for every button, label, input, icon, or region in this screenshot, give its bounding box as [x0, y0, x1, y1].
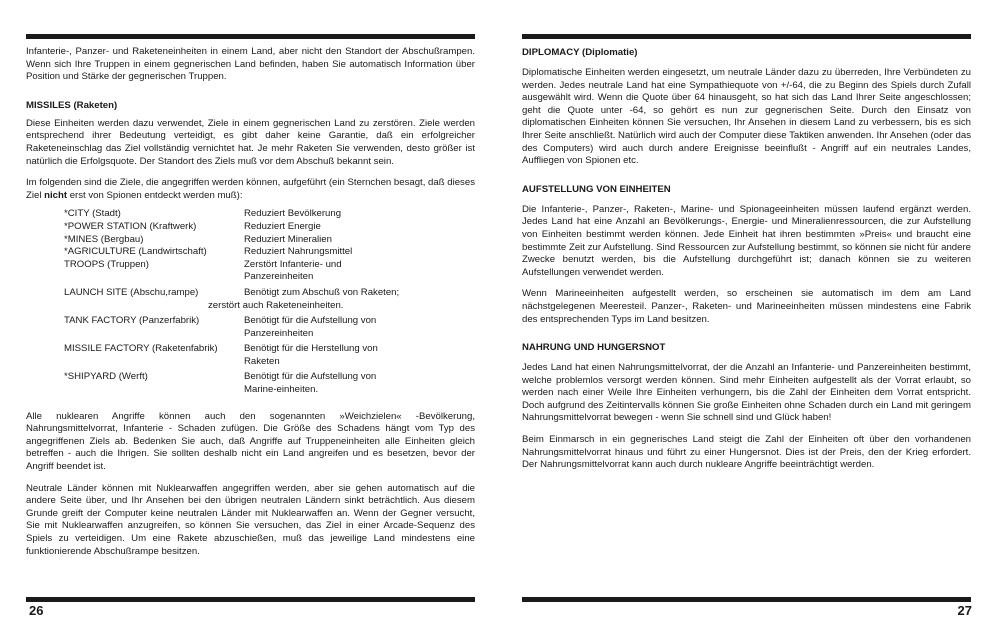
aufstellung-heading: AUFSTELLUNG VON EINHEITEN [522, 183, 671, 195]
missiles-paragraph-2-text-a: Im folgenden sind die Ziele, die angegriffen werden können, aufgeführt (ein Sternchen besagt, daß dieses Ziel [26, 177, 475, 201]
target-row-troops [64, 259, 475, 284]
target-row-shipyard [64, 371, 475, 396]
target-effect: Reduziert Bevölkerung [244, 208, 342, 220]
target-effect-line-1: Benötigt zum Abschuß von Raketen; [244, 286, 400, 298]
target-effect-line-2: Panzereinheiten [244, 327, 314, 339]
target-row-launch-site [64, 287, 475, 312]
missiles-paragraph-4: Neutrale Länder können mit Nuklearwaffen angegriffen werden, aber sie gehen automatisch auf die andere Seite über, und Ihr Ansehen bei den übrigen neutralen Ländern sinkt beträchtlich. Aus diesem Grunde greift der Computer keine neutralen Länder mit Nuklearwaffen an. Wenn der Gegner versucht, Sie mit Nuklearwaffen anzugreifen, so können Sie versuchen, das Ziel in einer Arcade-Sequenz des Spiels zu verteidigen. Um eine Rakete abzuschießen, muß das jeweilige Land mindestens eine funktionierende Abschußrampe besitzen. [26, 482, 475, 557]
target-effect [244, 343, 475, 368]
target-name: LAUNCH SITE (Abschu,rampe) [64, 286, 199, 298]
left-page [26, 0, 476, 631]
target-row-agriculture [64, 246, 475, 259]
diplomacy-paragraph: Diplomatische Einheiten werden eingesetzt, um neutrale Länder dazu zu überreden, Ihre Verbündeten zu werden. Jedes neutrale Land hat eine Sympathiequote von +/-64, die zu Beginn des Spiels durch Zufall ausgewählt wird. Wenn die Quote über 64 hinausgeht, so hat sich das Land Ihrer Seite angeschlossen; geht die Quote unter -64, so gehört es nun zur gegnerischen Seite. Durch den Einsatz von diplomatischen Einheiten können Sie versuchen, Ihr Ansehen in diesem Land zu verbessern, bis es sich Ihrer Seite anschließt. Natürlich wird auch der Computer diese Taktiken anwenden. Ihr Ansehen (oder das des Computers) wird auch durch andere Ereignisse beeinflußt - Angriff auf ein neutrales Landes, Auffliegen von Spionen etc. [522, 67, 971, 167]
target-effect [244, 315, 475, 340]
top-rule [26, 34, 475, 39]
target-row-city [64, 208, 475, 221]
nahrung-heading: NAHRUNG UND HUNGERSNOT [522, 342, 666, 354]
left-page-content [26, 46, 475, 567]
top-rule [522, 34, 971, 39]
diplomacy-heading: DIPLOMACY (Diplomatie) [522, 47, 638, 58]
target-name: *SHIPYARD (Werft) [64, 371, 148, 383]
target-name: *CITY (Stadt) [64, 208, 121, 220]
right-page [522, 0, 972, 631]
aufstellung-paragraph-1: Die Infanterie-, Panzer-, Raketen-, Marine- und Spionageeinheiten müssen laufend ergänzt werden. Jedes Land hat eine Anzahl an Bevölkerungs-, Energie- und Mineralienressourcen, die zur Aufstellung von Einheiten bestimmt werden können. Jede Einheit hat ihren bestimmten »Preis« und braucht eine bestimmte Zeit zur Aufstellung. Sind Ressourcen zur Aufstellung bestimmt, so können sie nicht für andere Zwecke benutzt werden, bis die Aufstellung durchgeführt ist; danach können sie zu weiteren Aufstellungen verwendet werden. [522, 203, 971, 278]
target-effect [244, 259, 475, 284]
target-effect-line-1: Zerstört Infanterie- und [244, 258, 342, 270]
target-effect: Reduziert Energie [244, 220, 321, 232]
target-effect [208, 286, 475, 312]
target-effect-line-2: Raketen [244, 355, 280, 367]
emphasis-nicht: nicht [44, 189, 68, 201]
target-name: *MINES (Bergbau) [64, 233, 144, 245]
target-row-mines [64, 234, 475, 247]
target-effect: Reduziert Mineralien [244, 233, 332, 245]
target-row-tank-factory [64, 315, 475, 340]
missiles-paragraph-3: Alle nuklearen Angriffe können auch den sogenannten »Weichzielen« -Bevölkerung, Nahrungsmittelvorrat, Infanterie - Schaden zufügen. Die Größe des Schadens hängt vom Typ des angegriffenen Ziels ab. Bedenken Sie auch, daß Angriffe auf Truppeneinheiten alle Einheiten gleich betreffen - auch die Ihrigen. Sie sollten deshalb nicht ein Land angreifen und es besetzen, bevor der Angriff beendet ist. [26, 410, 475, 473]
target-effect-line-2: zerstört auch Raketeneinheiten. [208, 299, 344, 311]
nahrung-paragraph-2: Beim Einmarsch in ein gegnerisches Land steigt die Zahl der Einheiten oft über den vorhandenen Nahrungsmittelvorrat hinaus und führt zu einer Hungersnot. Dies ist der Preis, den der Krieg erfordert. Der Nahrungsmittelvorrat kann auch durch nukleare Angriffe beeinträchtigt werden. [522, 434, 971, 471]
target-effect-line-1: Benötigt für die Aufstellung von [244, 315, 377, 327]
target-effect-line-2: Marine-einheiten. [244, 384, 319, 396]
nahrung-paragraph-1: Jedes Land hat einen Nahrungsmittelvorrat, der die Anzahl an Infanterie- und Panzereinheiten bestimmt, welche problemlos versorgt werden können. Sind mehr Einheiten aufgestellt als der Vorrat erlaubt, so werden nach einer Weile Ihre Einheiten verhungern, bis die Zahl der Einheiten dem Vorrat entspricht. Doch aufgrund des Zeitintervalls können Sie große Einheiten ohne Schaden durch ein Land mit geringem Nahrungsmittelvorrat bewegen - wenn Sie schnell sind und Glück haben! [522, 362, 971, 424]
bottom-rule [26, 597, 475, 602]
target-name: *AGRICULTURE (Landwirtschaft) [64, 246, 207, 258]
target-name: MISSILE FACTORY (Raketenfabrik) [64, 343, 218, 355]
right-page-content [522, 47, 971, 481]
target-effect: Reduziert Nahrungsmittel [244, 246, 353, 258]
page-number: 27 [957, 603, 972, 618]
target-effect-line-2: Panzereinheiten [244, 271, 314, 283]
target-name: TROOPS (Truppen) [64, 258, 149, 270]
bottom-rule [522, 597, 971, 602]
target-effect-line-1: Benötigt für die Aufstellung von [244, 371, 377, 383]
target-row-power-station [64, 221, 475, 234]
target-effect-line-1: Benötigt für die Herstellung von [244, 343, 378, 355]
target-row-missile-factory [64, 343, 475, 368]
missiles-paragraph-1: Diese Einheiten werden dazu verwendet, Ziele in einem gegnerischen Land zu zerstören. Ziele werden entsprechend ihrer Bedeutung verteidigt, es gibt daher keine Garantie, daß ein erfolgreicher Raketeneinschlag das Ziel vollständig vernichtet hat. Je mehr Raketen Sie verwenden, desto größer ist natürlich die Erfolgsquote. Der Standort des Ziels muß vor dem Abschuß bekannt sein. [26, 117, 475, 167]
missiles-paragraph-2 [26, 177, 475, 202]
target-name: *POWER STATION (Kraftwerk) [64, 220, 197, 232]
missiles-paragraph-2-text-b: erst von Spionen entdeckt werden muß): [67, 189, 243, 201]
target-list [64, 208, 475, 396]
missiles-heading: MISSILES (Raketen) [26, 99, 118, 111]
page-number: 26 [29, 603, 44, 618]
intro-paragraph: Infanterie-, Panzer- und Raketeneinheiten in einem Land, aber nicht den Standort der Abschußrampen. Wenn sich Ihre Truppen in einem gegnerischen Land befinden, haben Sie automatisch Information über Position und Stärke der gegnerischen Truppen. [26, 46, 475, 83]
target-name: TANK FACTORY (Panzerfabrik) [64, 315, 200, 327]
target-effect [244, 371, 475, 396]
aufstellung-paragraph-2: Wenn Marineeinheiten aufgestellt werden, so erscheinen sie automatisch im dem am Land nächstgelegenen Meeresteil. Panzer-, Raketen- und Marineeinheiten müssen mindestens eine Fabrik des entsprechenden Typs im Land besitzen. [522, 288, 971, 325]
